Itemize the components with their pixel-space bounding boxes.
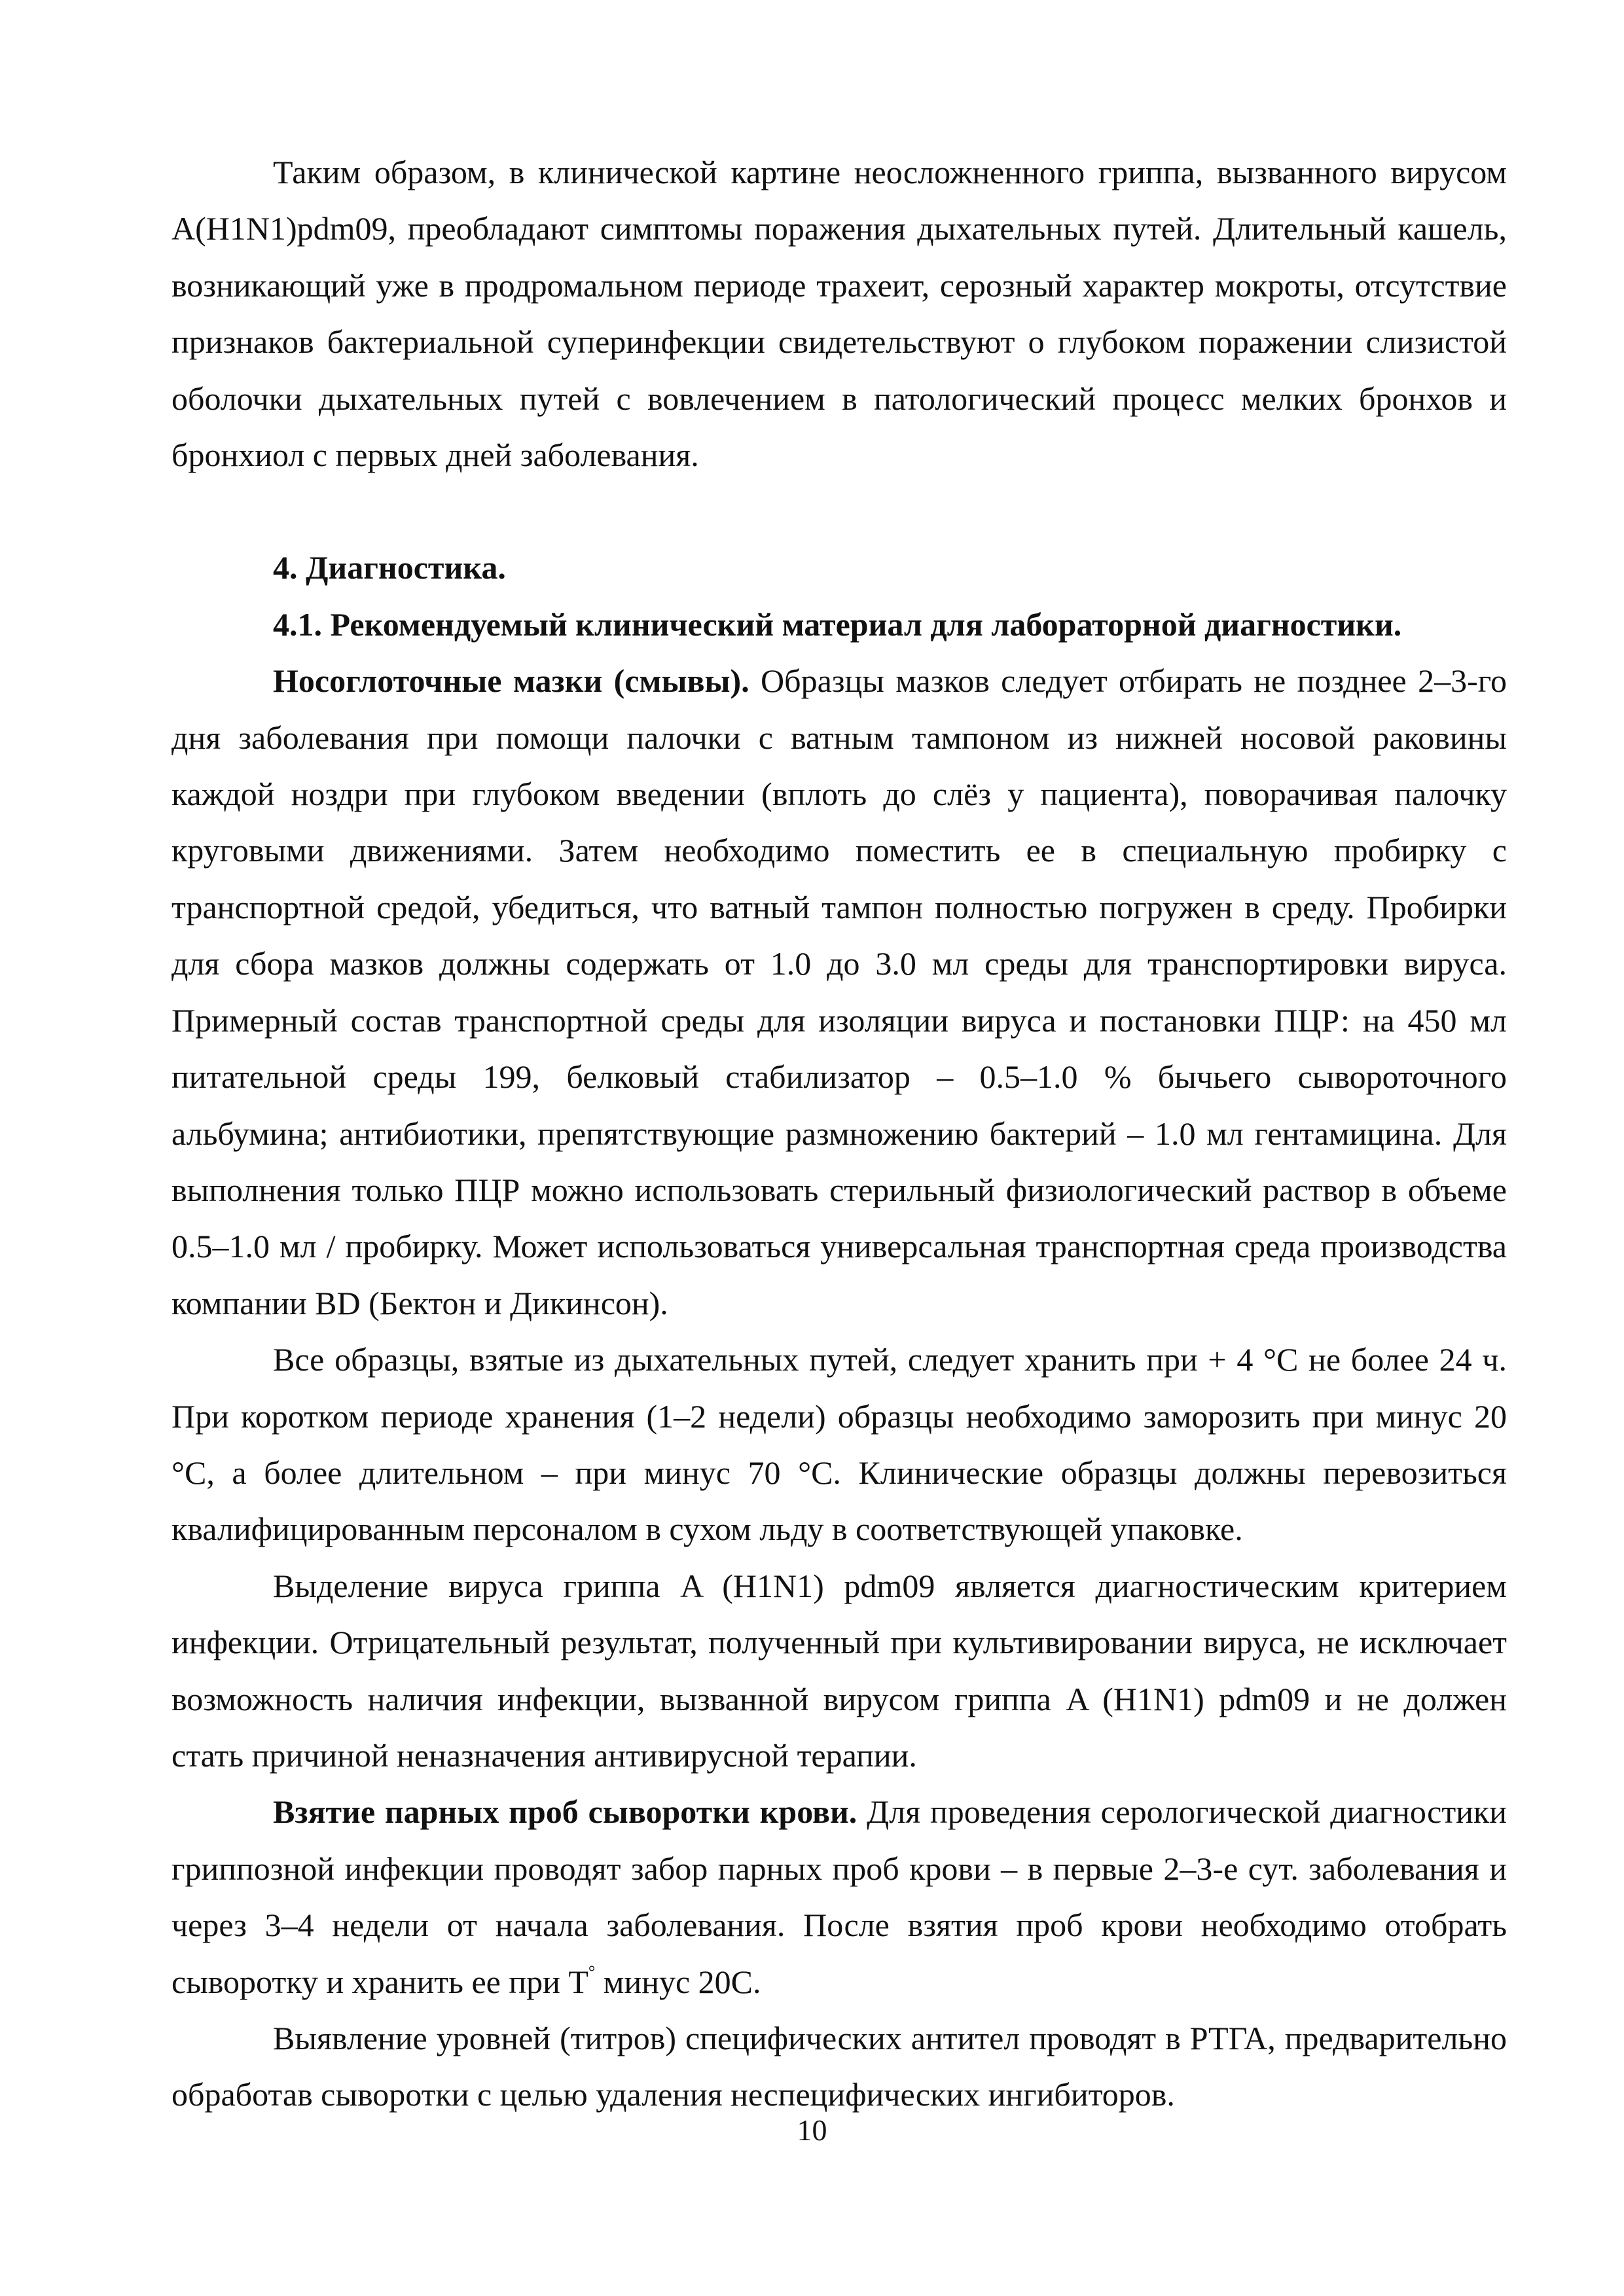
paragraph-antibody-titers: Выявление уровней (титров) специфических антител проводят в РТГА, предварительно обработав сыворотки с целью удаления неспецифических ингибиторов.: [171, 2020, 1507, 2113]
degree-superscript: °: [588, 1962, 596, 1981]
paragraph-lead-bold: Взятие парных проб сыворотки крови.: [273, 1793, 857, 1831]
paragraph-sample-storage: Все образцы, взятые из дыхательных путей, следует хранить при + 4 °С не более 24 ч. При коротком периоде хранения (1–2 недели) образцы необходимо заморозить при минус 20 °С, а более длительном – при минус 70 °С. Клинические образцы должны перевозиться квалифицированным персоналом в сухом льду в соответствующей упаковке.: [171, 1341, 1507, 1548]
paragraph-text-end: минус 20С.: [595, 1963, 761, 2000]
page-number: 10: [797, 2113, 827, 2147]
paragraph-text: Для проведения серологической диагностики гриппозной инфекции проводят забор парных проб крови – в первые 2–3-е сут. заболевания и через 3–4 недели от начала заболевания. После взятия проб крови необходимо отобрать сыворотку и хранить ее при Т: [171, 1793, 1507, 2000]
subsection-heading: 4.1. Рекомендуемый клинический материал для лабораторной диагностики.: [273, 605, 1402, 643]
paragraph-text: Образцы мазков следует отбирать не позднее 2–3-го дня заболевания при помощи палочки с ватным тампоном из нижней носовой раковины каждой ноздри при глубоком введении (вплоть до слёз у пациента), поворачивая палочку круговыми движениями. Затем необходимо поместить ее в специальную пробирку с транспортной средой, убедиться, что ватный тампон полностью погружен в среду. Пробирки для сбора мазков должны содержать от 1.0 до 3.0 мл среды для транспортировки вируса. Примерный состав транспортной среды для изоляции вируса и постановки ПЦР: на 450 мл питательной среды 199, белковый стабилизатор – 0.5–1.0 % бычьего сывороточного альбумина; антибиотики, препятствующие размножению бактерий – 1.0 мл гентамицина. Для выполнения только ПЦР можно использовать стерильный физиологический раствор в объеме 0.5–1.0 мл / пробирку. Может использоваться универсальная транспортная среда производства компании BD (Бектон и Дикинсон).: [171, 662, 1507, 1321]
paragraph-lead-bold: Носоглоточные мазки (смывы).: [273, 662, 749, 700]
section-heading: 4. Диагностика.: [273, 549, 506, 586]
section-spacer: [171, 483, 1507, 539]
paragraph-virus-isolation: Выделение вируса гриппа A (H1N1) pdm09 является диагностическим критерием инфекции. Отрицательный результат, полученный при культивировании вируса, не исключает возможность наличия инфекции, вызванной вирусом гриппа A (H1N1) pdm09 и не должен стать причиной неназначения антивирусной терапии.: [171, 1567, 1507, 1774]
paragraph-conclusion: Таким образом, в клинической картине неосложненного гриппа, вызванного вирусом A(H1N1)pdm09, преобладают симптомы поражения дыхательных путей. Длительный кашель, возникающий уже в продромальном периоде трахеит, серозный характер мокроты, отсутствие признаков бактериальной суперинфекции свидетельствуют о глубоком поражении слизистой оболочки дыхательных путей с вовлечением в патологический процесс мелких бронхов и бронхиол с первых дней заболевания.: [171, 154, 1507, 474]
paragraph-nasopharyngeal-swabs: [171, 653, 1507, 1331]
paragraph-serum-samples: [171, 1784, 1507, 2010]
document-body: [171, 144, 1507, 2123]
